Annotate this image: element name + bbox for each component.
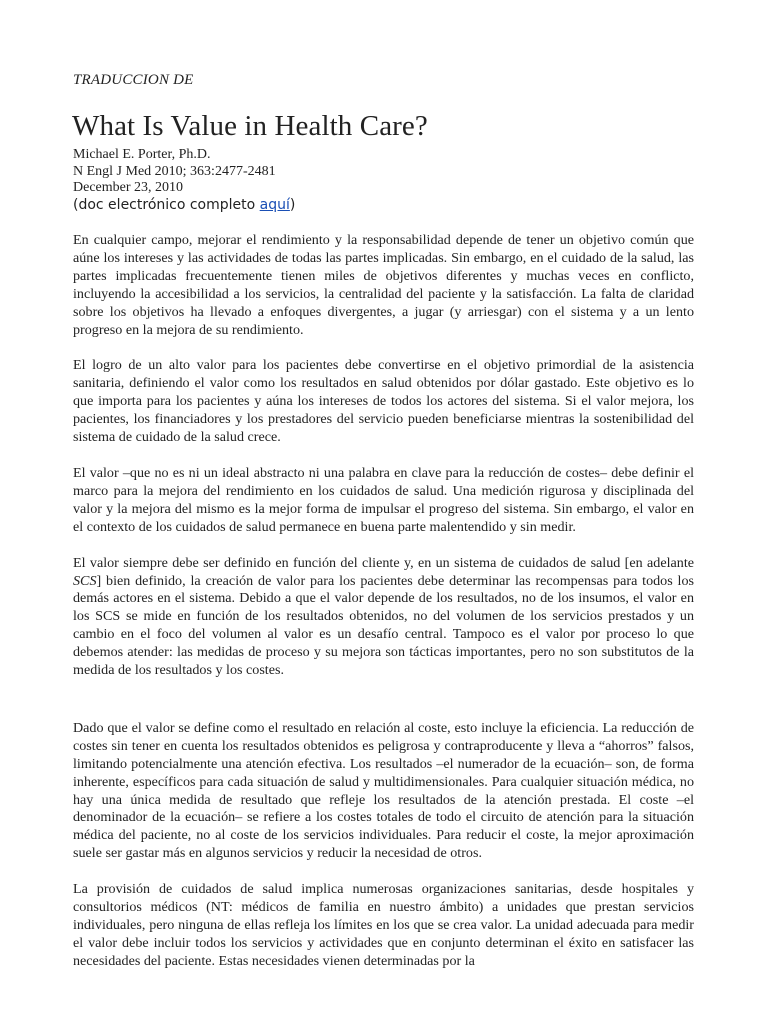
doc-link-suffix: )	[289, 196, 296, 213]
article-title: What Is Value in Health Care?	[72, 110, 428, 142]
paragraph-4-part-a: El valor siempre debe ser definido en función del cliente y, en un sistema de cuidados de salud [en adelante	[73, 554, 694, 571]
author-line: Michael E. Porter, Ph.D.	[73, 147, 211, 162]
full-doc-link[interactable]: aquí	[259, 196, 290, 213]
paragraph-5: Dado que el valor se define como el resultado en relación al coste, esto incluye la eficiencia. La reducción de costes sin tener en cuenta los resultados obtenidos es peligrosa y contraproducente y lleva a “ahorros” falsos, limitando potencialmente una atención efectiva. Los resultados –el numerador de la ecuación– son, de forma inherente, específicos para cada situación de salud y multidimensionales. Para cualquier situación médica, no hay una única medida de resultado que refleje los resultados de la atención prestada. El coste –el denominador de la ecuación– se refiere a los costes totales de todo el circuito de atención para la situación médica del paciente, no al coste de los servicios individuales. Para reducir el coste, la mejor aproximación suele ser gastar más en algunos servicios y reducir la necesidad de otros.	[73, 719, 694, 862]
paragraph-4-part-b: ] bien definido, la creación de valor para los pacientes debe determinar las recompensas para todos los demás actores en el sistema. Debido a que el valor depende de los resultados, no de los insumos, el valor en los SCS se mide en función de los resultados obtenidos, no del volumen de los servicios prestados y un cambio en el foco del volumen al valor es un desafío central. Tampoco es el valor por proceso lo que debemos atender: las medidas de proceso y su mejora son tácticas importantes, pero no son substitutos de la medida de los resultados y los costes.	[73, 572, 694, 679]
paragraph-1: En cualquier campo, mejorar el rendimiento y la responsabilidad depende de tener un objetivo común que aúne los intereses y las actividades de todas las partes implicadas. Sin embargo, en el cuidado de la salud, las partes implicadas frecuentemente tienen miles de objetivos diferentes y muchas veces en conflicto, incluyendo la accesibilidad a los servicios, la centralidad del paciente y la satisfacción. La falta de claridad sobre los objetivos ha llevado a enfoques divergentes, a jugar (y arriesgar) con el sistema y a un lento progreso en la mejora de su rendimiento.	[73, 232, 694, 338]
citation-line: N Engl J Med 2010; 363:2477-2481	[73, 163, 276, 179]
paragraph-3: El valor –que no es ni un ideal abstracto ni una palabra en clave para la reducción de costes– debe definir el marco para la mejora del rendimiento en los cuidados de salud. Una medición rigurosa y disciplinada del valor y la mejora del mismo es la mejor forma de impulsar el progreso del sistema. Sin embargo, el valor en el contexto de los cuidados de salud permanece en buena parte malentendido y sin medir.	[73, 464, 694, 535]
doc-link-prefix: (doc electrónico completo	[73, 196, 260, 213]
article-body	[73, 232, 694, 989]
article-meta	[73, 147, 295, 213]
date-line: December 23, 2010	[73, 180, 184, 195]
doc-link-line	[73, 197, 295, 214]
paragraph-6: La provisión de cuidados de salud implica numerosas organizaciones sanitarias, desde hospitales y consultorios médicos (NT: médicos de familia en nuestro ámbito) a unidades que prestan servicios individuales, pero ninguna de ellas refleja los límites en los que se crea valor. La unidad adecuada para medir el valor debe incluir todos los servicios y actividades que en conjunto determinan el éxito en satisfacer las necesidades del paciente. Estas necesidades vienen determinadas por la	[73, 881, 694, 969]
paragraph-2: El logro de un alto valor para los pacientes debe convertirse en el objetivo primordial de la asistencia sanitaria, definiendo el valor como los resultados en salud obtenidos por dólar gastado. Este objetivo es lo que importa para los pacientes y aúna los intereses de todos los actores del sistema. Si el valor mejora, los pacientes, los financiadores y los prestadores del servicio pueden beneficiarse mientras la sostenibilidad del sistema de cuidado de la salud crece.	[73, 357, 694, 446]
translation-label: TRADUCCION DE	[73, 72, 194, 88]
paragraph-4	[73, 555, 694, 680]
scs-abbreviation: SCS	[73, 572, 97, 589]
